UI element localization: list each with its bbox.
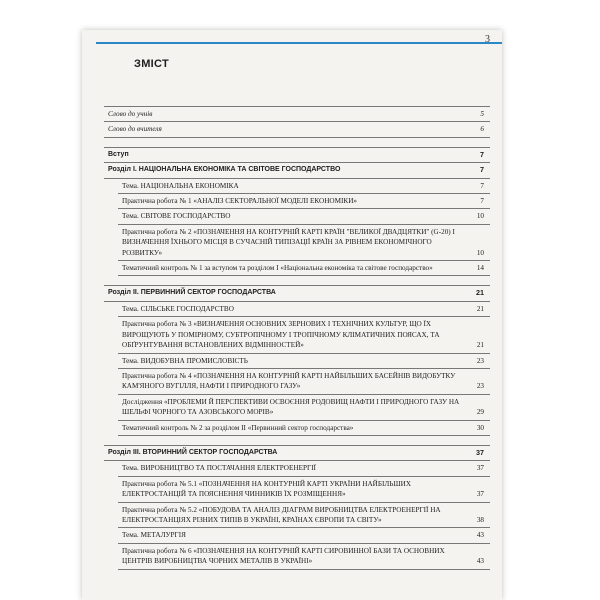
book-page [82,30,502,600]
toc-entry [118,179,490,194]
toc-entry-text: Практична робота № 4 «ПОЗНАЧЕННЯ НА КОНТУРНІЙ КАРТІ НАЙБІЛЬШИХ БАСЕЙНІВ ВИДОБУТКУ КАМ'ЯНОГО ВУГІЛЛЯ, НАФТИ І ПРИРОДНОГО ГАЗУ» [122,371,456,391]
toc-entry-text: Розділ ІІ. ПЕРВИННИЙ СЕКТОР ГОСПОДАРСТВА [108,289,276,297]
toc-entry-text: Тематичний контроль № 1 за вступом та розділом І «Національна економіка та світове господарство» [122,264,433,273]
toc-entry [118,461,490,476]
toc-entry-text: Слово до учнів [108,110,153,118]
toc-entry [118,528,490,543]
toc-entry-text: Розділ ІІІ. ВТОРИННИЙ СЕКТОР ГОСПОДАРСТВА [108,448,278,456]
toc-entry [104,107,490,122]
toc-entry [118,354,490,369]
toc-entry-page: 10 [476,212,484,221]
toc-entry [104,122,490,137]
toc-entry [104,286,490,301]
toc-gap [104,436,490,446]
toc-entry [118,503,490,529]
toc-entry-text: Практична робота № 6 «ПОЗНАЧЕННЯ НА КОНТУРНІЙ КАРТІ СИРОВИННОЇ БАЗИ ТА ОСНОВНИХ ЦЕНТРІВ ВИРОБНИЦТВА ЧОРНИХ МЕТАЛІВ В УКРАЇНІ» [122,546,445,566]
toc-entry-page: 37 [476,447,484,457]
toc-entry-text: Тема. ВИДОБУВНА ПРОМИСЛОВІСТЬ [122,356,248,365]
toc-entry-page: 7 [480,181,484,190]
toc-entry-page: 6 [480,125,484,134]
toc-entry-text: Практична робота № 5.2 «ПОБУДОВА ТА АНАЛІЗ ДІАГРАМ ВИРОБНИЦТВА ЕЛЕКТРОЕНЕРГІЇ НА ЕЛЕКТРОСТАНЦІЯХ РІЗНИХ ТИПІВ В УКРАЇНІ, КРАЇНАХ ЄВРОПИ ТА СВІТУ» [122,505,441,524]
toc-entry [104,446,490,461]
toc-entry-text: Практична робота № 5.1 «ПОЗНАЧЕННЯ НА КОНТУРНІЙ КАРТІ УКРАЇНИ НАЙБІЛЬШИХ ЕЛЕКТРОСТАНЦІЙ ТА ПОЯСНЕННЯ ЧИННИКІВ ЇХ РОЗМІЩЕННЯ» [122,479,412,499]
toc-entry-page: 43 [476,531,484,540]
toc-title: ЗМІСТ [134,58,169,70]
toc-entry-page: 43 [476,557,484,566]
toc-entry-text: Практична робота № 1 «АНАЛІЗ СЕКТОРАЛЬНОЇ МОДЕЛІ ЕКОНОМІКИ» [122,197,357,206]
toc-entry [104,148,490,163]
page-number: 3 [485,34,490,45]
toc-entry-page: 7 [480,197,484,206]
toc-entry-page: 21 [476,341,484,350]
header-rule [96,42,502,44]
toc-entry-text: Розділ І. НАЦІОНАЛЬНА ЕКОНОМІКА ТА СВІТОВЕ ГОСПОДАРСТВО [108,166,341,174]
toc-entry [118,209,490,224]
toc-entry [118,477,490,503]
toc-entry-page: 14 [476,264,484,273]
toc-entry-text: Тема. СВІТОВЕ ГОСПОДАРСТВО [122,212,231,221]
toc-entry-page: 7 [480,165,484,175]
toc-gap [104,138,490,148]
toc-entry-page: 38 [476,515,484,524]
toc-entry [118,421,490,436]
toc-entry [118,395,490,421]
toc-entry [118,194,490,209]
toc-entry [118,261,490,276]
toc-gap [104,276,490,286]
toc-entry-text: Тема. ВИРОБНИЦТВО ТА ПОСТАЧАННЯ ЕЛЕКТРОЕНЕРГІЇ [122,464,316,473]
toc-entry-text: Практична робота № 2 «ПОЗНАЧЕННЯ НА КОНТУРНІЙ КАРТІ КРАЇН "ВЕЛИКОЇ ДВАДЦЯТКИ" (G-20) І ВИЗНАЧЕННЯ ЇХНЬОГО МІСЦЯ В СУЧАСНІЙ ТИПІЗАЦІЇ КРАЇН ЗА РІВНЕМ ЕКОНОМІЧНОГО РОЗВИТКУ» [122,227,455,257]
toc-entry [118,369,490,395]
toc-entry [104,163,490,178]
table-of-contents [104,106,490,570]
toc-entry-text: Дослідження «ПРОБЛЕМИ Й ПЕРСПЕКТИВИ ОСВОЄННЯ РОДОВИЩ НАФТИ І ПРИРОДНОГО ГАЗУ НА ШЕЛЬФІ ЧОРНОГО ТА АЗОВСЬКОГО МОРІВ» [122,397,460,417]
toc-entry-page: 30 [476,423,484,432]
toc-entry [118,317,490,353]
toc-entry-page: 7 [480,149,484,159]
toc-entry-page: 21 [476,304,484,313]
toc-entry-page: 29 [476,408,484,417]
toc-entry-page: 37 [476,490,484,499]
toc-entry-page: 10 [476,248,484,257]
toc-entry-page: 37 [476,464,484,473]
toc-entry-page: 21 [476,288,484,298]
toc-entry-page: 5 [480,110,484,118]
toc-entry-page: 23 [476,382,484,391]
toc-entry-text: Практична робота № 3 «ВИЗНАЧЕННЯ ОСНОВНИХ ЗЕРНОВИХ І ТЕХНІЧНИХ КУЛЬТУР, ЩО ЇХ ВИРОЩУЮТЬ У ПОМІРНОМУ, СУБТРОПІЧНОМУ І ТРОПІЧНОМУ КЛІМАТИЧНИХ ПОЯСАХ, ТА ОБҐРУНТУВАННЯ ВСТАНОВЛЕНИХ ВІДМІННОСТЕЙ» [122,320,440,350]
toc-entry-text: Тема. МЕТАЛУРГІЯ [122,531,186,540]
toc-entry-text: Тема. НАЦІОНАЛЬНА ЕКОНОМІКА [122,181,239,190]
toc-entry [118,544,490,570]
toc-entry-text: Слово до вчителя [108,125,162,134]
toc-entry-text: Тематичний контроль № 2 за розділом ІІ «Первинний сектор господарства» [122,423,354,432]
toc-entry [118,302,490,317]
toc-entry-text: Тема. СІЛЬСЬКЕ ГОСПОДАРСТВО [122,304,234,313]
toc-entry [118,225,490,261]
toc-entry-page: 23 [476,356,484,365]
toc-entry-text: Вступ [108,150,129,158]
